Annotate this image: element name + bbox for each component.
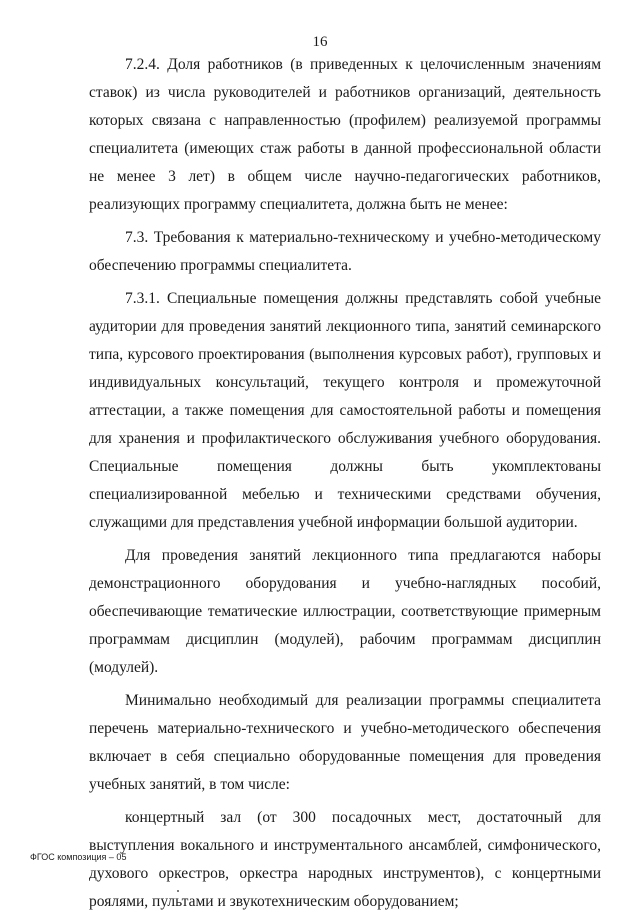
paragraph-7-3: 7.3. Требования к материально-техническому и учебно-методическому обеспечению программы специалитета.: [89, 229, 601, 274]
page-footer: ФГОС композиция – 05: [30, 852, 127, 862]
paragraph-minimum-list: Минимально необходимый для реализации программы специалитета перечень материально-технического и учебно-методического обеспечения включает в себя специально оборудованные помещения для проведения учебных занятий, в том числе:: [89, 692, 601, 793]
scan-speck: [177, 890, 179, 892]
document-body: [89, 51, 601, 916]
paragraph-7-2-4: 7.2.4. Доля работников (в приведенных к целочисленным значениям ставок) из числа руководителей и работников организаций, деятельность которых связана с направленностью (профилем) реализуемой программы специалитета (имеющих стаж работы в данной профессиональной области не менее 3 лет) в общем числе научно-педагогических работников, реализующих программу специалитета, должна быть не менее:: [89, 56, 601, 213]
paragraph-lecture-equipment: Для проведения занятий лекционного типа предлагаются наборы демонстрационного оборудования и учебно-наглядных пособий, обеспечивающие тематические иллюстрации, соответствующие примерным программам дисциплин (модулей), рабочим программам дисциплин (модулей).: [89, 547, 601, 676]
page-number: 16: [312, 34, 328, 50]
paragraph-7-3-1: 7.3.1. Специальные помещения должны представлять собой учебные аудитории для проведения занятий лекционного типа, занятий семинарского типа, курсового проектирования (выполнения курсовых работ), групповых и индивидуальных консультаций, текущего контроля и промежуточной аттестации, а также помещения для самостоятельной работы и помещения для хранения и профилактического обслуживания учебного оборудования. Специальные помещения должны быть укомплектованы специализированной мебелью и техническими средствами обучения, служащими для представления учебной информации большой аудитории.: [89, 290, 601, 531]
paragraph-concert-hall: концертный зал (от 300 посадочных мест, достаточный для выступления вокального и инструментального ансамблей, симфонического, духового оркестров, оркестра народных инструментов), с концертными роялями, пультами и звукотехническим оборудованием;: [89, 809, 601, 910]
